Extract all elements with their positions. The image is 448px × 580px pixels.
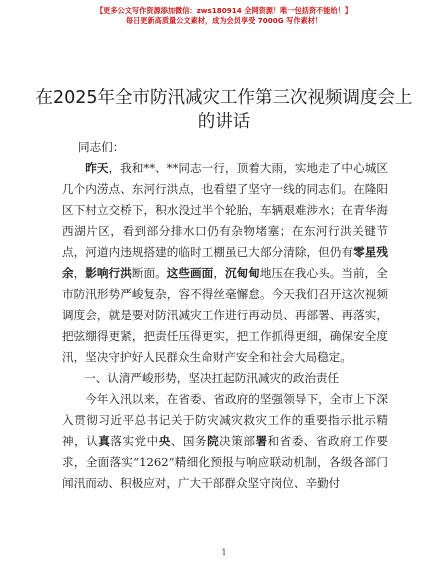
salutation: 同志们： — [78, 140, 125, 154]
paragraph-2 — [62, 389, 388, 494]
page-number: 1 — [221, 548, 227, 557]
bold-text: 影响行洪 — [85, 266, 132, 280]
bold-text: 署 — [255, 434, 268, 448]
body-text: 落实党中 — [110, 434, 159, 448]
body-text: 今年入汛以来，在省委、省政府的坚强领导下，全市上下深入贯彻习近平总书记关于防灾减灾救灾工作的重要指示批示精神，认 — [62, 392, 388, 448]
bold-text: 昨天 — [85, 161, 109, 175]
body-text: ， — [73, 266, 86, 280]
body-text: 和省委、省政府工作要求，全面落实“1262”精细化预报与响应联动机制，各级各部门闻汛而动、积极应对，广大干部群众坚守岗位、辛勤付 — [62, 434, 388, 490]
promo-line-1: 【更多公文写作资源添加微信：zws180914 全网资源！唯一包括资不能给！】 — [95, 6, 353, 15]
body-text: 决策部 — [219, 434, 256, 448]
section-heading-1: 一、认清严峻形势，坚决扛起防汛减灾的政治责任 — [84, 371, 340, 385]
body-text: ， — [213, 266, 225, 280]
bold-text: 央 — [158, 434, 171, 448]
document-title: 在2025年全市防汛减灾工作第三次视频调度会上的讲话 — [35, 88, 413, 132]
bold-text: 真 — [98, 434, 111, 448]
bold-text: 这些画面 — [166, 266, 214, 280]
paragraph-1 — [62, 158, 388, 368]
body-text: ，我和**、**同志一行，顶着大雨，实地走了中心城区几个内涝点、东河行洪点，也看望了坚守一线的同志们。在隆阳区下村立交桥下，积水没过半个轮胎，车辆艰难涉水；在青华海西湖片区，看到部分排水口仍有杂物堵塞；在东河行洪关键节点，河道内违规搭建的临时工棚虽已大部分清除，但仍有 — [62, 161, 388, 259]
promo-banner — [0, 6, 448, 26]
bold-text: 院 — [207, 434, 220, 448]
body-text: 、国务 — [170, 434, 208, 448]
body-text: 地压在我心头。当前，全市防汛形势严峻复杂，容不得丝毫懈怠。今天我们召开这次视频调度会，就是要对防汛减灾工作进行再动员、再部署、再落实，把弦绷得更紧，把责任压得更实，把工作抓得更细，确保安全度汛，坚决守护好人民群众生命财产安全和社会大局稳定。 — [62, 266, 388, 364]
body-text: 断面。 — [131, 266, 167, 280]
bold-text: 零星残余 — [62, 245, 388, 280]
bold-text: 沉甸甸 — [224, 266, 260, 280]
promo-line-2: 每日更新高质量公文素材，成为会员享受 7000G 写作素材！ — [125, 16, 323, 25]
document-body — [62, 137, 388, 494]
